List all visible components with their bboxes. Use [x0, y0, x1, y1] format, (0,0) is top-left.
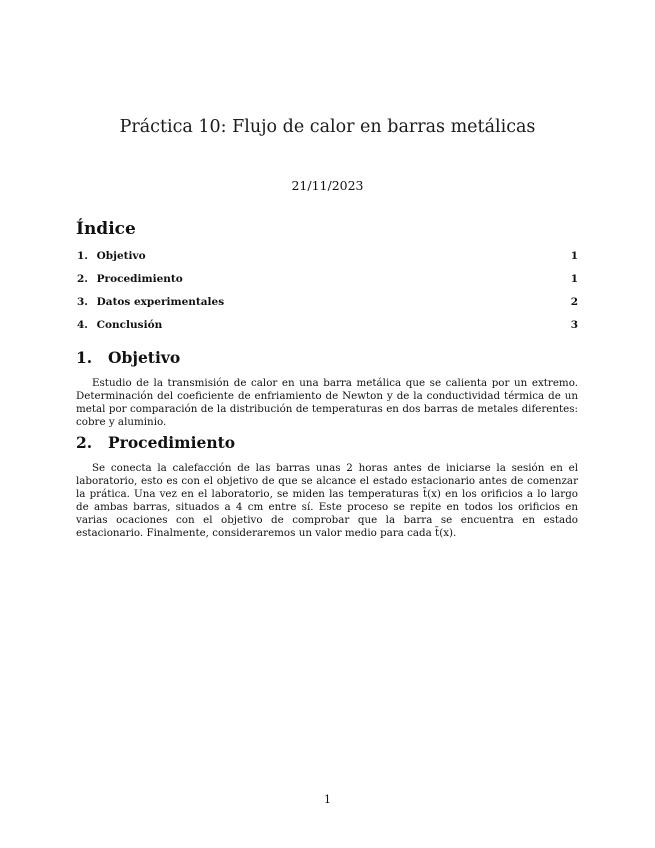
toc-entry-procedimiento[interactable] — [77, 272, 578, 295]
section-paragraph-procedimiento: Se conecta la calefacción de las barras unas 2 horas antes de iniciarse la sesión en el laboratorio, esto es con el objetivo de que se alcance el estado estacionario antes de comenzar la prática. Una vez en el laboratorio, se miden las temperaturas t̄(x) en los orificios a lo largo de ambas barras, situados a 4 cm entre sí. Este proceso se repite en todos los orificios en varias ocaciones con el objetivo de comprobar que la barra se encuentra en estado estacionario. Finalmente, consideraremos un valor medio para cada t̄(x). — [76, 462, 578, 539]
section-paragraph-objetivo: Estudio de la transmisión de calor en una barra metálica que se calienta por un extremo. Determinación del coeficiente de enfriamiento de Newton y de la conductividad térmica de un metal por comparación de la distribución de temperaturas en dos barras de metales diferentes: cobre y aluminio. — [76, 377, 578, 428]
toc-entry-label: Procedimiento — [96, 273, 183, 285]
toc-entry-label: Datos experimentales — [96, 296, 225, 308]
toc-entry-datos-experimentales[interactable] — [77, 295, 578, 318]
toc-entry-label: Conclusión — [96, 319, 163, 331]
toc-heading: Índice — [76, 219, 136, 239]
toc-entry-number: 4. — [77, 319, 88, 331]
toc-entry-number: 3. — [77, 296, 88, 308]
section-title: Procedimiento — [108, 433, 236, 452]
page-number: 1 — [324, 793, 331, 806]
section-number: 2. — [76, 433, 93, 452]
toc-entry-page: 2 — [570, 296, 578, 308]
toc-entry-page: 3 — [570, 319, 578, 331]
toc-entry-conclusion[interactable] — [77, 318, 578, 341]
section-title: Objetivo — [108, 348, 181, 367]
document-date: 21/11/2023 — [291, 178, 364, 193]
section-number: 1. — [76, 348, 93, 367]
toc-entry-number: 1. — [77, 250, 88, 262]
toc-entry-page: 1 — [570, 273, 578, 285]
section-heading-objetivo — [76, 348, 180, 367]
toc-entry-number: 2. — [77, 273, 88, 285]
document-title: Práctica 10: Flujo de calor en barras metálicas — [119, 117, 536, 137]
toc-entry-page: 1 — [570, 250, 578, 262]
toc-entry-objetivo[interactable] — [77, 249, 578, 272]
toc-entry-label: Objetivo — [96, 250, 146, 262]
section-heading-procedimiento — [76, 433, 235, 452]
table-of-contents — [77, 249, 578, 341]
